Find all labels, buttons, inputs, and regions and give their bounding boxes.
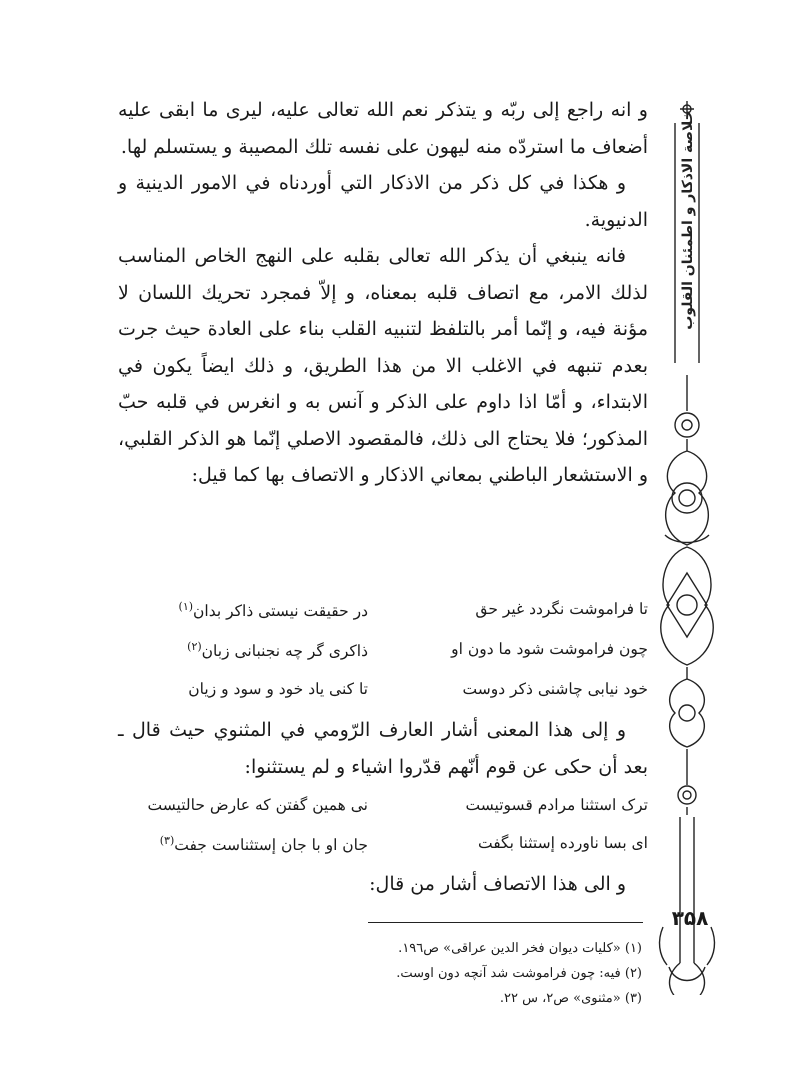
- footnotes: [300, 936, 642, 1011]
- page-number: ۳۵۸: [671, 906, 709, 930]
- footnote: (۱) «کلیات دیوان فخر الدین عراقی» ص۱۹٦.: [398, 941, 642, 956]
- footnote: (۳) «مثنوی» ص۲، س ۲۲.: [499, 991, 642, 1006]
- main-text: [118, 92, 648, 494]
- paragraph: و إلى هذا المعنى أشار العارف الرّومي في المثنوي حيث قال ـ بعد أن حكى عن قوم أنّهم قدّروا اشياء و لم يستثنوا:: [118, 719, 648, 778]
- main-text-mid: [118, 712, 648, 785]
- verse-hemistich: نی همین گفتن که عارض حالتیست: [147, 796, 368, 814]
- verse-hemistich: چون فراموشت شود ما دون او: [451, 640, 648, 658]
- running-title-text: خلاصة الاذكار و اطمئنان القلوب: [680, 110, 696, 330]
- verse-hemistich: جان او با جان إستثناست جفت$^{(۳)}$: [159, 834, 368, 855]
- paragraph: فانه ينبغي أن يذكر الله تعالى بقلبه على النهج الخاص المناسب لذلك الامر، مع اتصاف قلبه بمعناه، و إلاّ فمجرد تحريك اللسان لا مؤنة فيه، و إنّما أمر بالتلفظ لتنبيه القلب بناء على العادة حيث جرت بعدم تنبهه في الاغلب الا من هذا الطريق، و ذلك ايضاً يكون في الابتداء، و أمّا اذا داوم على الذكر و آنس به و انغرس في قلبه حبّ المذكور؛ فلا يحتاج الى ذلك، فالمقصود الاصلي إنّما هو الذكر القلبي، و الاستشعار الباطني بمعاني الاذكار و الاتصاف بها كما قيل:: [118, 245, 648, 486]
- verse-hemistich: در حقیقت نیستی ذاکر بدان$^{(۱)}$: [178, 600, 368, 621]
- verse-hemistich: تا فراموشت نگردد غیر حق: [475, 600, 648, 618]
- verse-hemistich: تا کنی یاد خود و سود و زیان: [188, 680, 368, 698]
- paragraph: و هكذا في كل ذكر من الاذكار التي أوردناه في الامور الدينية و الدنيوية.: [118, 172, 648, 231]
- footnote-marker: (۲): [187, 640, 202, 653]
- footnote-marker: (۳): [159, 834, 175, 847]
- paragraph: و انه راجع إلى ربّه و يتذكر نعم الله تعالى عليه، ليرى ما ابقى عليه أضعاف ما استردّه منه ليهون على نفسه تلك المصيبة و يستسلم لها.: [118, 99, 648, 158]
- running-title: [668, 110, 708, 330]
- footnote-separator: [368, 922, 643, 923]
- main-text-end: [118, 866, 648, 903]
- verse-hemistich: خود نیابی چاشنی ذکر دوست: [462, 680, 648, 698]
- footnote: (۲) فیه: چون فراموشت شد آنچه دون اوست.: [396, 966, 642, 981]
- verse-hemistich: ذاکری گر چه نجنبانی زبان$^{(۲)}$: [187, 640, 368, 661]
- verse-hemistich: ترک استثنا مرادم قسوتیست: [465, 796, 648, 814]
- footnote-marker: (۱): [178, 600, 194, 613]
- verse-hemistich: ای بسا ناورده إستثنا بگفت: [477, 834, 648, 852]
- paragraph: و الى هذا الاتصاف أشار من قال:: [369, 873, 626, 895]
